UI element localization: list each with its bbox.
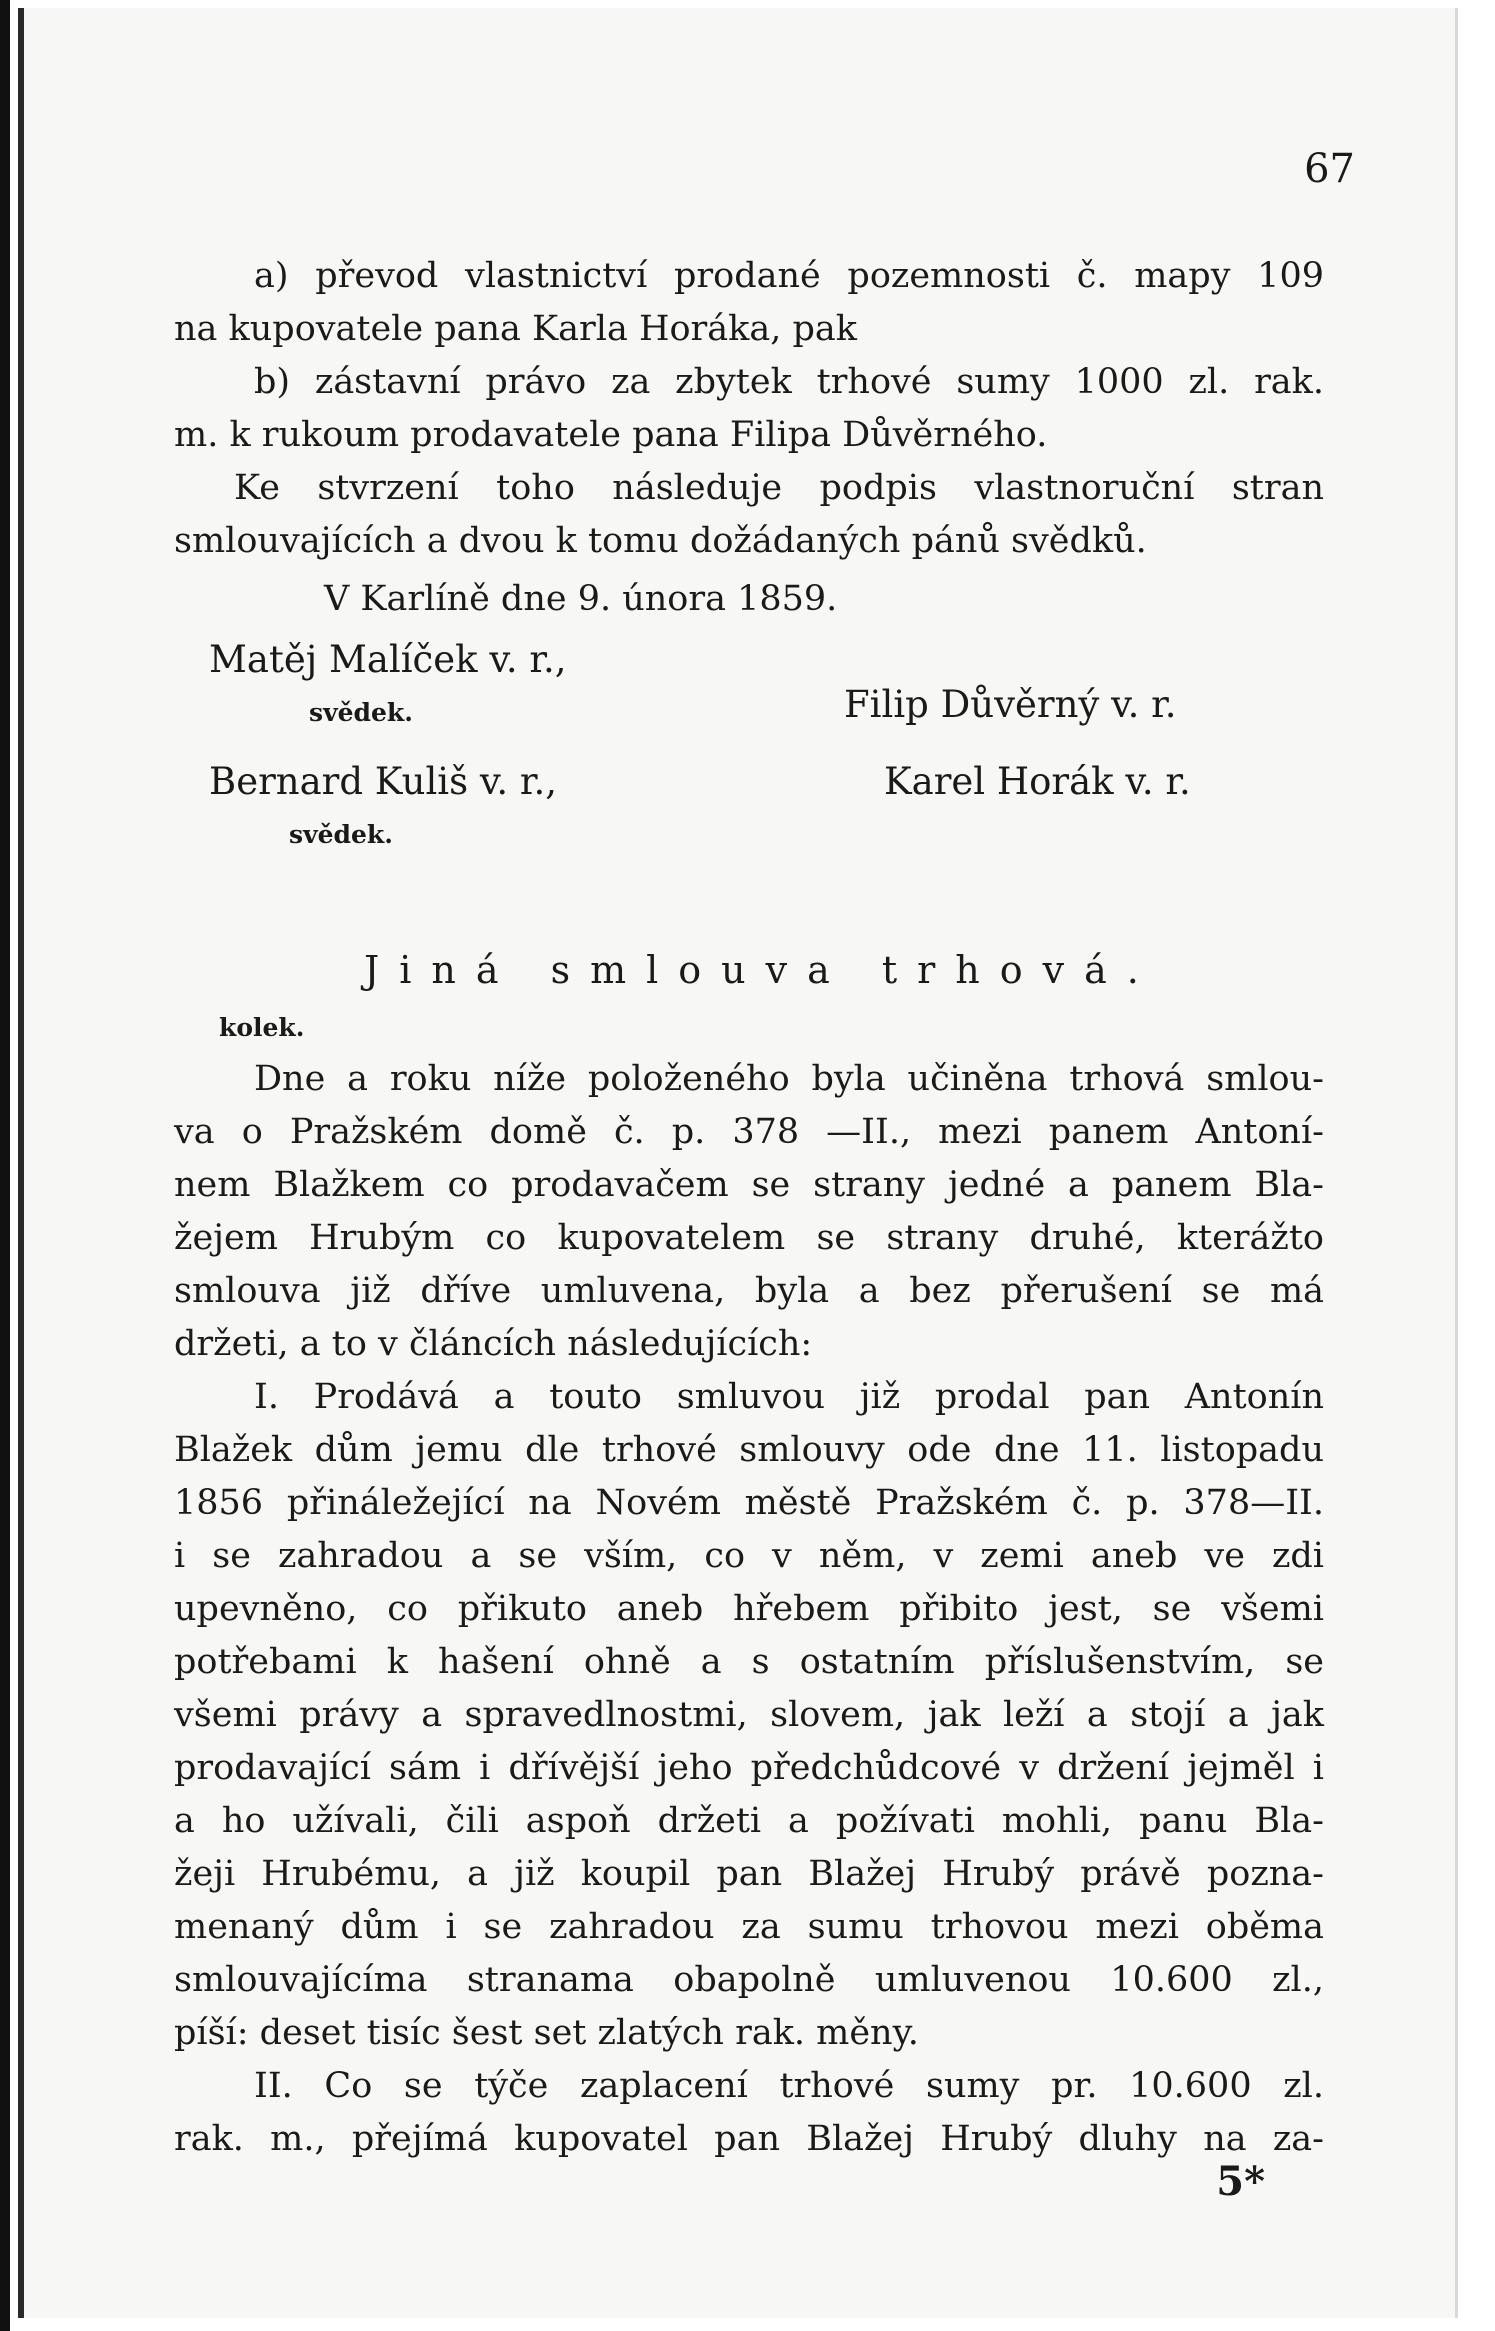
text-line: b) zástavní právo za zbytek trhové sumy 1000 zl. rak.	[254, 362, 1324, 402]
sheet-signature: 5*	[1216, 2158, 1265, 2205]
text-line: na kupovatele pana Karla Horáka, pak	[174, 309, 857, 349]
text-line: rak. m., přejímá kupovatel pan Blažej Hrubý dluhy na za-	[174, 2119, 1324, 2159]
text-line: m. k rukoum prodavatele pana Filipa Důvěrného.	[174, 415, 1048, 455]
seller-signature: Filip Důvěrný v. r.	[844, 683, 1177, 726]
witness-2-signature: Bernard Kuliš v. r.,	[209, 760, 558, 803]
text-line: menaný dům i se zahradou za sumu trhovou mezi oběma	[174, 1907, 1324, 1947]
text-line: i se zahradou a se vším, co v něm, v zemi aneb ve zdi	[174, 1536, 1324, 1576]
book-page	[18, 8, 1458, 2318]
text-line: 1856 přináležející na Novém městě Pražském č. p. 378—II.	[174, 1483, 1324, 1523]
text-line: Dne a roku níže položeného byla učiněna trhová smlou-	[254, 1059, 1324, 1099]
text-line: žeji Hrubému, a již koupil pan Blažej Hrubý právě pozna-	[174, 1854, 1324, 1894]
text-line: všemi právy a spravedlnostmi, slovem, jak leží a stojí a jak	[174, 1695, 1324, 1735]
text-line: va o Pražském domě č. p. 378 —II., mezi panem Antoní-	[174, 1112, 1324, 1152]
text-line: smlouva již dříve umluvena, byla a bez přerušení se má	[174, 1271, 1324, 1311]
text-line: II. Co se týče zaplacení trhové sumy pr. 10.600 zl.	[254, 2066, 1324, 2106]
text-line: píší: deset tisíc šest set zlatých rak. měny.	[174, 2013, 919, 2053]
text-line: smlouvajícíma stranama obapolně umluvenou 10.600 zl.,	[174, 1960, 1324, 2000]
text-line: Blažek dům jemu dle trhové smlouvy ode dne 11. listopadu	[174, 1430, 1324, 1470]
text-line: a ho užívali, čili aspoň držeti a požívati mohli, panu Bla-	[174, 1801, 1324, 1841]
text-line: I. Prodává a touto smluvou již prodal pan Antonín	[254, 1377, 1324, 1417]
buyer-signature: Karel Horák v. r.	[884, 760, 1191, 803]
text-line: smlouvajících a dvou k tomu dožádaných pánů svědků.	[174, 521, 1147, 561]
text-line: držeti, a to v článcích následujících:	[174, 1324, 813, 1364]
witness-1-signature: Matěj Malíček v. r.,	[209, 638, 567, 681]
witness-1-role: svědek.	[309, 698, 413, 727]
text-line: prodavající sám i dřívější jeho předchůdcové v držení jejměl i	[174, 1748, 1324, 1788]
text-line: potřebami k hašení ohně a s ostatním příslušenstvím, se	[174, 1642, 1324, 1682]
witness-2-role: svědek.	[289, 820, 393, 849]
date-line: V Karlíně dne 9. února 1859.	[324, 579, 838, 619]
text-line: a) převod vlastnictví prodané pozemnosti č. mapy 109	[254, 256, 1324, 296]
text-line: Ke stvrzení toho následuje podpis vlastnoruční stran	[234, 468, 1324, 508]
section-heading: Jiná smlouva trhová.	[364, 948, 1159, 992]
text-line: žejem Hrubým co kupovatelem se strany druhé, kterážto	[174, 1218, 1324, 1258]
scan-edge	[0, 0, 10, 2331]
page-number: 67	[1304, 146, 1355, 192]
text-line: nem Blažkem co prodavačem se strany jedné a panem Bla-	[174, 1165, 1324, 1205]
text-line: upevněno, co přikuto aneb hřebem přibito jest, se všemi	[174, 1589, 1324, 1629]
stamp-label: kolek.	[219, 1013, 305, 1042]
